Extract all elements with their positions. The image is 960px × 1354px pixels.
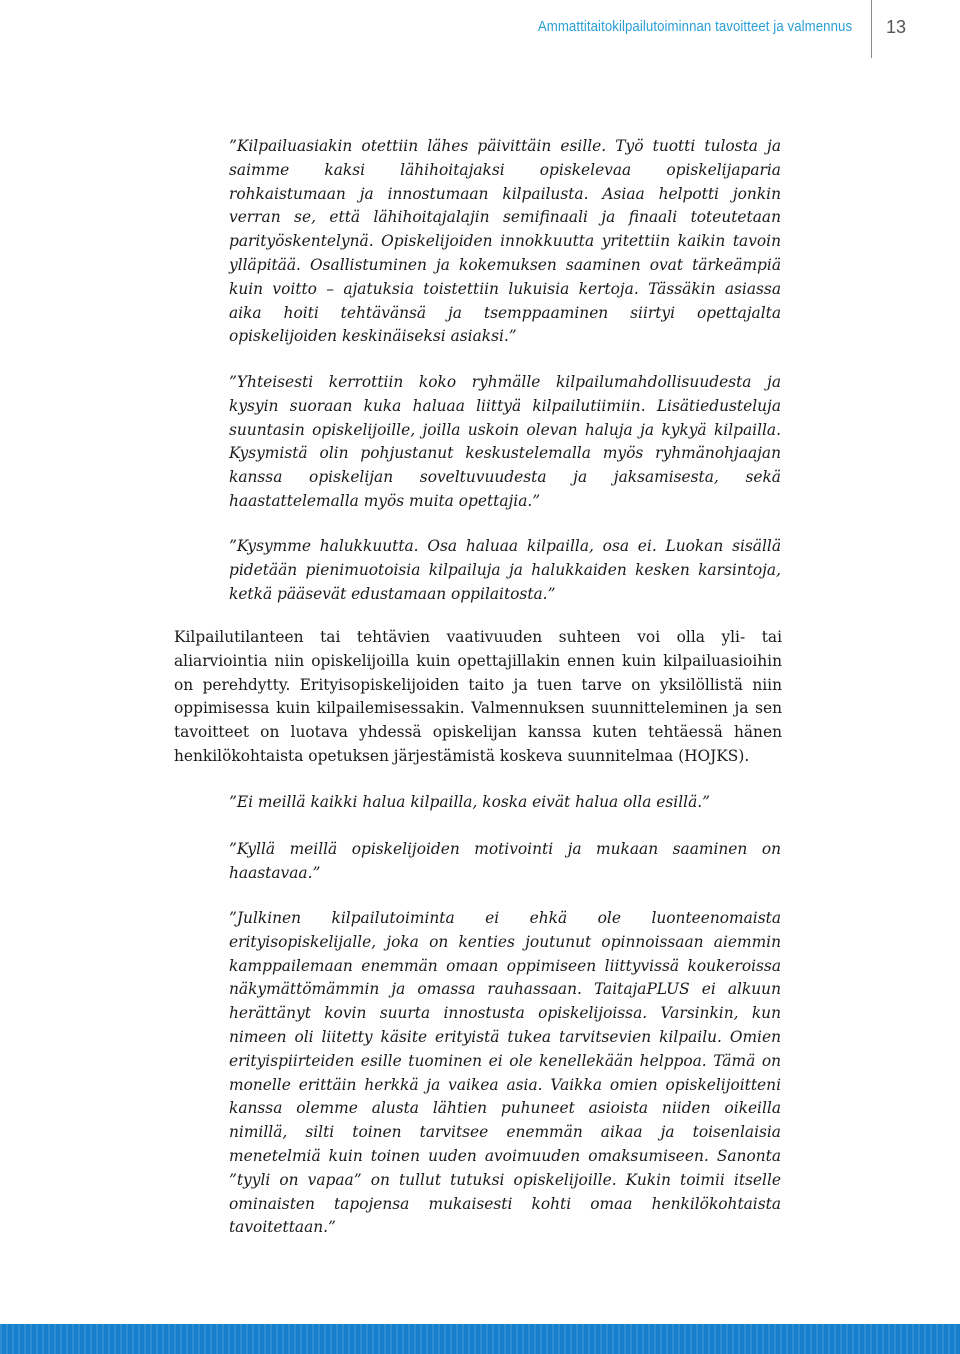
header-divider [871, 0, 872, 58]
quote-block-3: ”Kysymme halukkuutta. Osa haluaa kilpailla, osa ei. Luokan sisällä pidetään pienimuotoisia kilpailuja ja halukkaiden kesken karsintoja, ketkä pääsevät edustamaan oppilaitosta.” [229, 537, 781, 603]
quote-block-4: ”Ei meillä kaikki halua kilpailla, koska eivät halua olla esillä.” [229, 793, 711, 811]
body-paragraph: Kilpailutilanteen tai tehtävien vaativuuden suhteen voi olla yli- tai aliarviointia niin opiskelijoilla kuin opettajillakin ennen kuin kilpailuasioihin on perehdytty. Erityisopiskelijoiden taito ja tuen tarve on yksilöllistä niin oppimisessa kuin kilpailemisessakin. Valmennuksen suunnitteleminen ja sen tavoitteet on luotava yhdessä opiskelijan kanssa kuten tehtäessä hänen henkilökohtaista opetuksen järjestämistä koskeva suunnitelmaa (HOJKS). [174, 628, 782, 765]
quote-block-2: ”Yhteisesti kerrottiin koko ryhmälle kilpailumahdollisuudesta ja kysyin suoraan kuka haluaa liittyä kilpailutiimiin. Lisätiedusteluja suuntasin opiskelijoille, joilla uskoin olevan haluja ja kykyä kilpailla. Kysymistä olin pohjustanut keskustelemalla myös ryhmänohjaajan kanssa opiskelijan soveltuvuudesta ja jaksamisesta, sekä haastattelemalla myös muita opettajia.” [229, 373, 781, 510]
page-header [0, 0, 960, 60]
running-header-title: Ammattitaitokilpailutoiminnan tavoitteet ja valmennus [537, 18, 852, 35]
quote-block-6: ”Julkinen kilpailutoiminta ei ehkä ole luonteenomaista erityisopiskelijalle, joka on kenties joutunut opinnoissaan aiemmin kamppailemaan enemmän omaan oppimiseen liittyvissä koukeroissa näkymättömämmin ja omassa rauhassaan. TaitajaPLUS ei alkuun herättänyt kovin suurta innostusta opiskelijoissa. Varsinkin, kun nimeen oli liitetty käsite erityistä tukea tarvitsevien kilpailu. Omien erityispiirteiden esille tuominen ei ole kenellekään helppoa. Tämä on monelle erittäin herkkä ja vaikea asia. Vaikka omien opiskelijoitteni kanssa olemme alusta lähtien puhuneet asioista niiden oikeilla nimillä, silti toinen tarvitsee enemmän aikaa ja toisenlaisia menetelmiä kuin toinen uuden avoimuuden omaksumiseen. Sanonta ”tyyli on vapaa” on tullut tutuksi opiskelijoille. Kukin toimii itselle ominaisten tapojensa mukaisesti kohti omaa henkilökohtaista tavoitettaan.” [229, 909, 781, 1237]
quote-block-5: ”Kyllä meillä opiskelijoiden motivointi ja mukaan saaminen on haastavaa.” [229, 840, 781, 882]
footer-bar [0, 1324, 960, 1354]
page-number: 13 [886, 17, 907, 37]
quote-block-1: ”Kilpailuasiakin otettiin lähes päivittäin esille. Työ tuotti tulosta ja saimme kaksi lähihoitajaksi opiskelevaa opiskelijaparia rohkaistumaan ja innostumaan kilpailusta. Asiaa helpotti jonkin verran se, että lähihoitajalajin semifinaali ja finaali toteutetaan parityöskentelynä. Opiskelijoiden innokkuutta yritettiin kaikin tavoin ylläpitää. Osallistuminen ja kokemuksen saaminen ovat tärkeämpiä kuin voitto – ajatuksia toistettiin lukuisia kertoja. Tässäkin asiassa aika hoiti tehtävänsä ja tsemppaaminen siirtyi opettajalta opiskelijoiden keskinäiseksi asiaksi.” [229, 137, 781, 346]
